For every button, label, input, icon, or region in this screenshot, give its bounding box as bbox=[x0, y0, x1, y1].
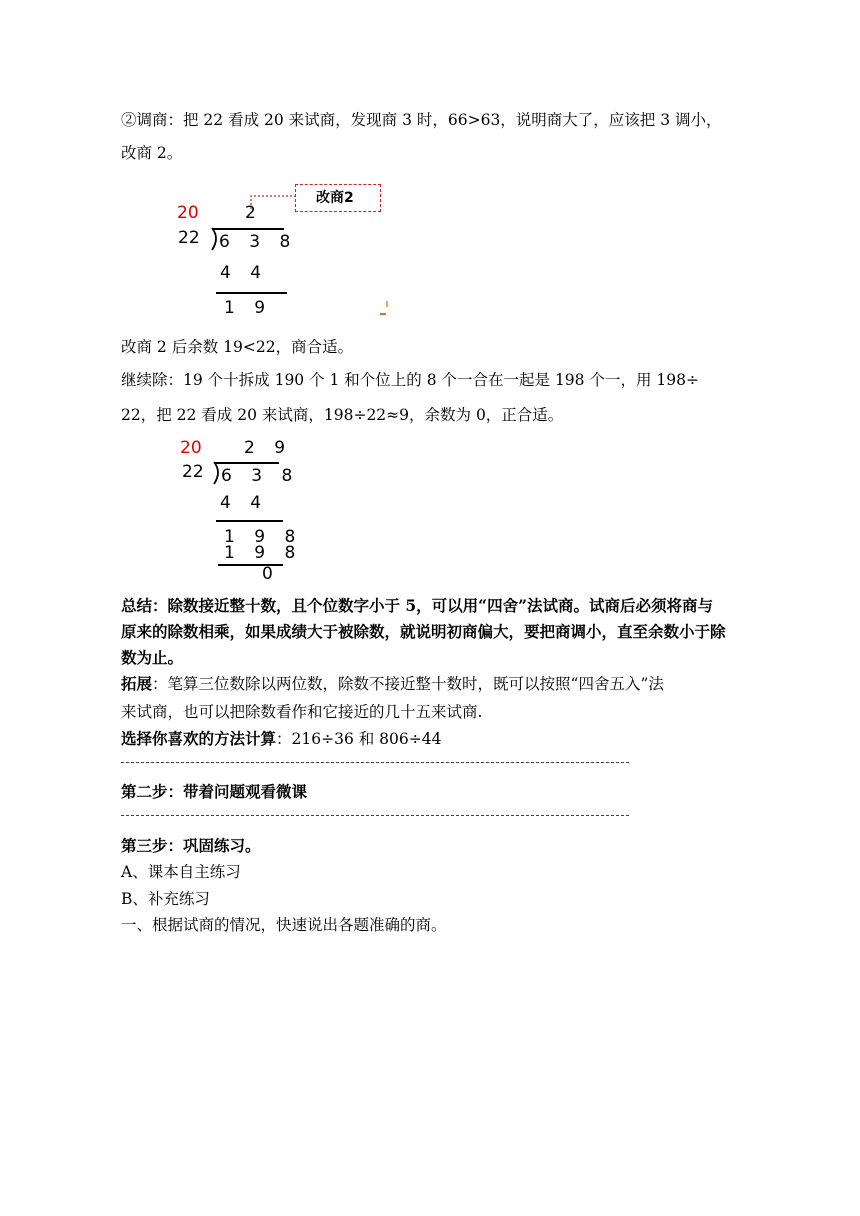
divisor-label: 22 bbox=[178, 228, 200, 248]
partial-product-label: 1 9 8 bbox=[224, 543, 303, 563]
subtraction-line bbox=[216, 292, 287, 294]
extend-label: 拓展 bbox=[121, 674, 153, 693]
callout-text: 改商2 bbox=[316, 190, 354, 206]
para3-line1: 继续除：19 个十拆成 190 个 1 和个位上的 8 个一合在一起是 198 个一，用 198÷ bbox=[121, 371, 699, 389]
choose-text: ：216÷36 和 806÷44 bbox=[276, 730, 442, 748]
quotient-label: 2 bbox=[245, 203, 256, 223]
extend-text: ：笔算三位数除以两位数，除数不接近整十数时，既可以按照“四舍五入”法 bbox=[152, 675, 664, 693]
para2: 改商 2 后余数 19<22，商合适。 bbox=[121, 338, 354, 356]
summary-line1: 总结：除数接近整十数，且个位数字小于 5，可以用“四舍”法试商。试商后必须将商与 bbox=[121, 596, 714, 615]
para1-line2: 改商 2。 bbox=[121, 144, 183, 162]
step2-heading: 第二步：带着问题观看微课 bbox=[121, 782, 308, 801]
summary-line2: 原来的除数相乘，如果成绩大于被除数，就说明初商偏大，要把商调小，直至余数小于除 bbox=[121, 622, 726, 641]
quotient-label-2: 2 9 bbox=[244, 438, 293, 458]
step3-heading: 第三步：巩固练习。 bbox=[121, 836, 261, 855]
extend-line2: 来试商，也可以把除数看作和它接近的几十五来试商. bbox=[121, 703, 483, 721]
dashed-divider-1 bbox=[121, 762, 629, 763]
estimate-label-2: 20 bbox=[180, 438, 202, 458]
summary-line3: 数为止。 bbox=[121, 648, 184, 667]
callout-box bbox=[295, 184, 381, 212]
para1-line1: ②调商：把 22 看成 20 来试商，发现商 3 时，66>63，说明商大了，应该把 3 调小， bbox=[121, 111, 722, 129]
extend-line1 bbox=[121, 674, 664, 694]
partial-dividend-label: 1 9 8 bbox=[224, 527, 303, 547]
product-label: 4 4 bbox=[220, 263, 269, 283]
stray-mark bbox=[380, 313, 386, 315]
dashed-divider-2 bbox=[121, 815, 629, 816]
subtraction-line-2 bbox=[216, 520, 283, 522]
dividend-label: 6 3 8 bbox=[219, 232, 298, 252]
dividend-label-2: 6 3 8 bbox=[221, 466, 300, 486]
divisor-label-2: 22 bbox=[182, 462, 204, 482]
product-label-2: 4 4 bbox=[220, 493, 269, 513]
division-bar-2 bbox=[215, 462, 279, 464]
item-a: A、课本自主练习 bbox=[121, 863, 241, 881]
stray-mark-2 bbox=[386, 301, 388, 307]
callout-connector bbox=[248, 190, 298, 210]
division-bar bbox=[213, 228, 284, 230]
remainder-label: 1 9 bbox=[224, 298, 273, 318]
choose-label: 选择你喜欢的方法计算 bbox=[121, 729, 277, 748]
subtraction-line-3 bbox=[218, 564, 283, 566]
item-b: B、补充练习 bbox=[121, 890, 210, 908]
para3-line2: 22，把 22 看成 20 来试商，198÷22≈9，余数为 0，正合适。 bbox=[121, 406, 564, 424]
estimate-label: 20 bbox=[177, 203, 199, 223]
choose-line bbox=[121, 729, 441, 749]
final-remainder-label: 0 bbox=[262, 564, 273, 584]
item-1: 一、根据试商的情况，快速说出各题准确的商。 bbox=[121, 916, 447, 934]
